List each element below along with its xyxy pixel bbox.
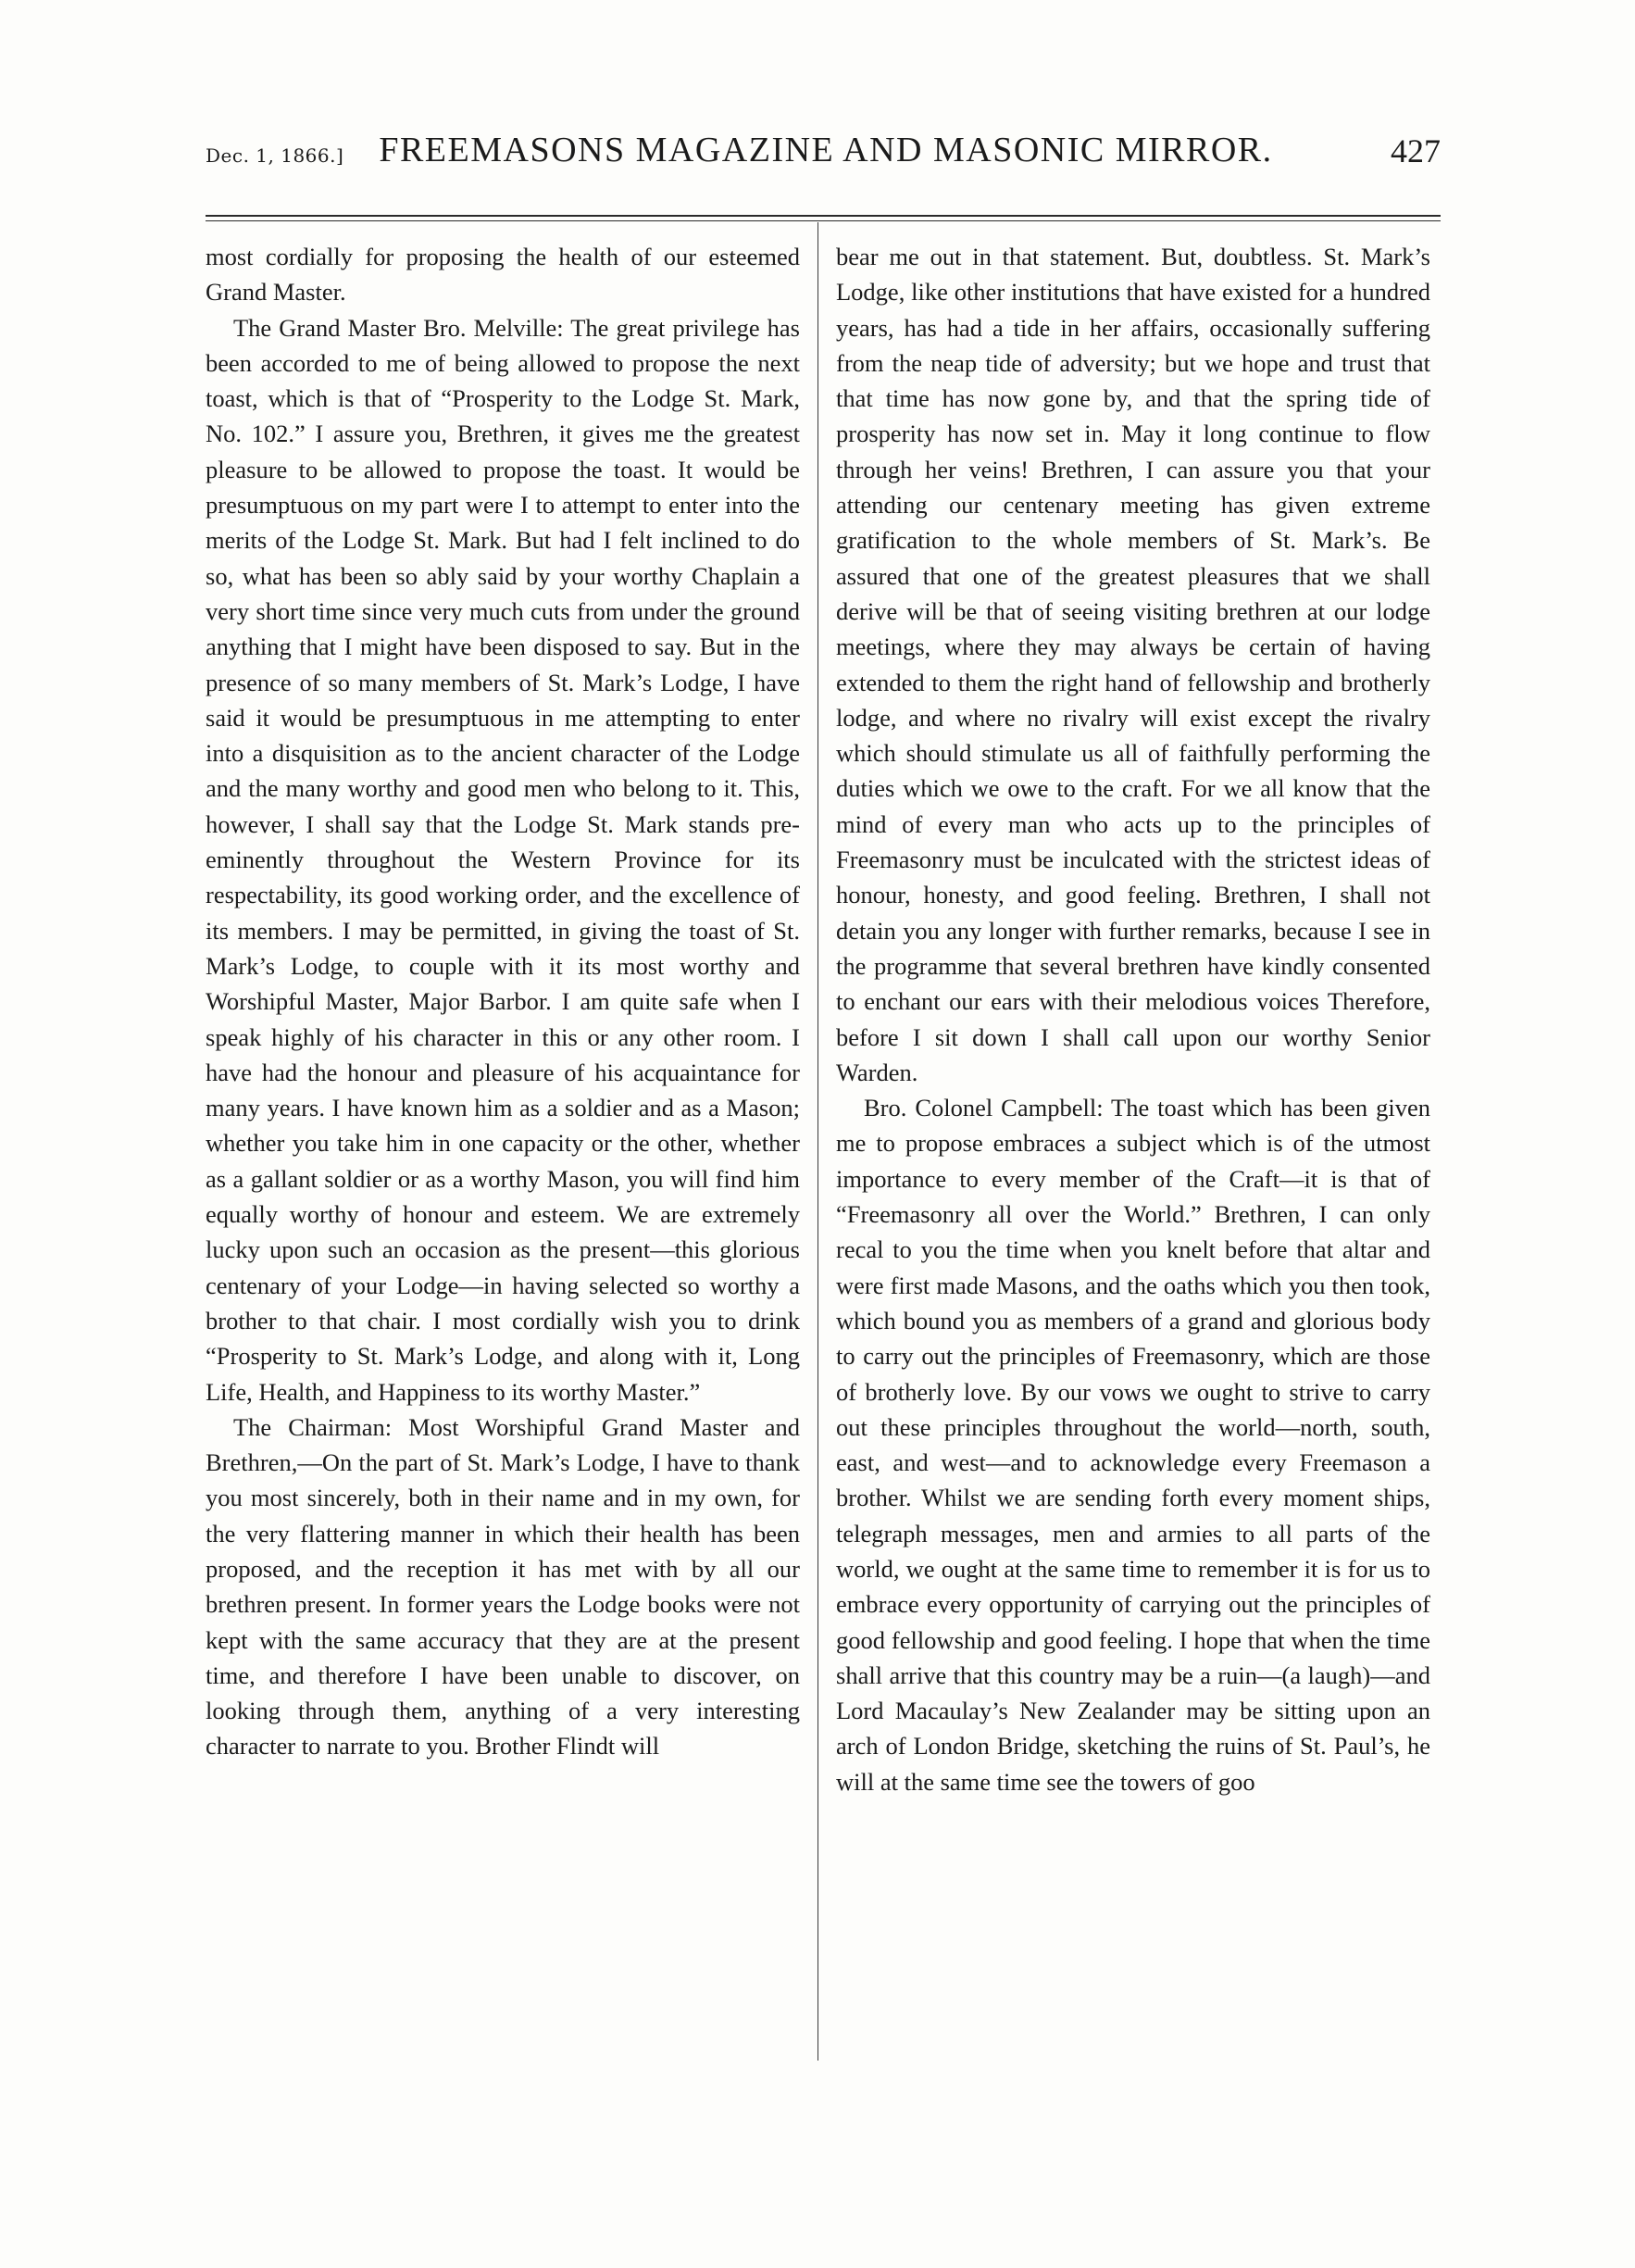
- right-column: [836, 239, 1430, 2091]
- paragraph: Bro. Colonel Campbell: The toast which has been given me to propose embraces a subject which is of the utmost importance to every member of the Craft—it is that of “Freemasonry all over the World.” Brethren, I can only recal to you the time when you knelt before that altar and were first made Masons, and the oaths which you then took, which bound you as members of a grand and glorious body to carry out the principles of Freemasonry, which are those of brotherly love. By our vows we ought to strive to carry out these principles throughout the world—north, south, east, and west—and to acknowledge every Freemason a brother. Whilst we are sending forth every moment ships, telegraph messages, men and armies to all parts of the world, we ought at the same time to remember it is for us to embrace every opportunity of carrying out the principles of good fellowship and good feeling. I hope that when the time shall arrive that this country may be a ruin—(a laugh)—and Lord Macaulay’s New Zealander may be sitting upon an arch of London Bridge, sketching the ruins of St. Paul’s, he will at the same time see the towers of goo: [836, 1094, 1430, 1796]
- running-header: [206, 126, 1441, 182]
- header-rule-thick: [206, 215, 1441, 217]
- paragraph: The Grand Master Bro. Melville: The great privilege has been accorded to me of being allowed to propose the next toast, which is that of “Prosperity to the Lodge St. Mark, No. 102.” I assure you, Brethren, it gives me the greatest pleasure to be allowed to propose the toast. It would be presumptuous on my part were I to attempt to enter into the merits of the Lodge St. Mark. But had I felt inclined to do so, what has been so ably said by your worthy Chaplain a very short time since very much cuts from under the ground anything that I might have been disposed to say. But in the presence of so many members of St. Mark’s Lodge, I have said it would be presumptuous in me attempting to enter into a disquisition as to the ancient character of the Lodge and the many worthy and good men who belong to it. This, however, I shall say that the Lodge St. Mark stands pre-eminently throughout the Western Province for its respectability, its good working order, and the excellence of its members. I may be permitted, in giving the toast of St. Mark’s Lodge, to couple with it its most worthy and Worshipful Master, Major Barbor. I am quite safe when I speak highly of his character in this or any other room. I have had the honour and pleasure of his acquaintance for many years. I have known him as a soldier and as a Mason; whether you take him in one capacity or the other, whether as a gallant soldier or as a worthy Mason, you will find him equally worthy of honour and esteem. We are extremely lucky upon such an occasion as the present—this glorious centenary of your Lodge—in having selected so worthy a brother to that chair. I most cordially wish you to drink “Prosperity to St. Mark’s Lodge, and along with it, Long Life, Health, and Happiness to its worthy Master.”: [206, 313, 800, 1406]
- header-rule-thin: [206, 220, 1441, 221]
- issue-date: Dec. 1, 1866.]: [206, 144, 344, 167]
- paragraph: most cordially for proposing the health of our esteemed Grand Master.: [206, 243, 800, 307]
- page-number: 427: [1391, 132, 1441, 169]
- paragraph: The Chairman: Most Worshipful Grand Master and Brethren,—On the part of St. Mark’s Lodge, I have to thank you most sincerely, both in their name and in my own, for the very flattering manner in which their health has been proposed, and the reception it has met with by all our brethren present. In former years the Lodge books were not kept with the same accuracy that they are at the present time, and therefore I have been unable to discover, on looking through them, anything of a very interesting character to narrate to you. Brother Flindt will: [206, 1412, 800, 1761]
- paragraph: bear me out in that statement. But, doubtless. St. Mark’s Lodge, like other institutions that have existed for a hundred years, has had a tide in her affairs, occasionally suffering from the neap tide of adversity; but we hope and trust that that time has now gone by, and that the spring tide of prosperity has now set in. May it long continue to flow through her veins! Brethren, I can assure you that your attending our centenary meeting has given extreme gratification to the whole members of St. Mark’s. Be assured that one of the greatest pleasures that we shall derive will be that of seeing visiting brethren at our lodge meetings, where they may always be certain of having extended to them the right hand of fellowship and brotherly lodge, and where no rivalry will exist except the rivalry which should stimulate us all of faithfully performing the duties which we owe to the craft. For we all know that the mind of every man who acts up to the principles of Freemasonry must be inculcated with the strictest ideas of honour, honesty, and good feeling. Brethren, I shall not detain you any longer with further remarks, because I see in the programme that several brethren have kindly consented to enchant our ears with their melodious voices Therefore, before I sit down I shall call upon our worthy Senior Warden.: [836, 243, 1430, 1086]
- publication-title: FREEMASONS MAGAZINE AND MASONIC MIRROR.: [379, 131, 1273, 169]
- left-column: [206, 239, 800, 2091]
